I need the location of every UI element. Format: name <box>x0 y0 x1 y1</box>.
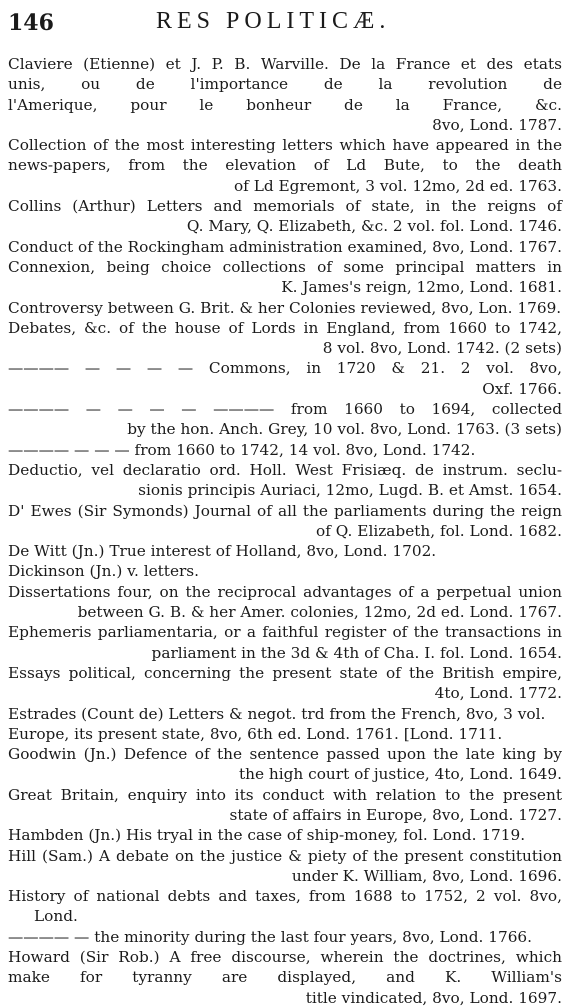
catalogue-entry <box>8 947 562 1008</box>
entry-heading-line: ———— — — — — Commons, in 1720 & 21. 2 vol. 8vo, <box>8 359 562 378</box>
catalogue-entry <box>8 501 562 542</box>
entry-heading-line: Howard (Sir Rob.) A free discourse, wherein the doctrines, which <box>8 948 562 967</box>
running-head: RES POLITICÆ. <box>156 8 391 34</box>
entry-heading-line: Essays political, concerning the present state of the British empire, <box>8 663 562 682</box>
catalogue-entry <box>8 704 562 724</box>
entry-heading-line: Collection of the most interesting letters which have appeared in the <box>8 136 562 155</box>
entry-heading-line: Connexion, being choice collections of some principal matters in <box>8 257 562 276</box>
entry-continuation-line: sionis principis Auriaci, 12mo, Lugd. B. et Amst. 1654. <box>138 481 562 500</box>
entry-continuation-line: make for tyranny are displayed, and K. William's <box>8 968 562 987</box>
entry-heading-line: Deductio, vel declaratio ord. Holl. West Frisiæq. de instrum. seclu- <box>8 460 562 479</box>
entry-continuation-line: parliament in the 3d & 4th of Cha. I. fol. Lond. 1654. <box>151 643 562 662</box>
catalogue-entry <box>8 358 562 399</box>
catalogue-entry <box>8 460 562 501</box>
catalogue-entry <box>8 622 562 663</box>
entry-continuation-line: under K. William, 8vo, Lond. 1696. <box>291 866 562 885</box>
entry-continuation-line: of Ld Egremont, 3 vol. 12mo, 2d ed. 1763. <box>233 176 562 195</box>
catalogue-entry <box>8 399 562 440</box>
entry-heading-line: ———— — the minority during the last four years, 8vo, Lond. 1766. <box>8 927 533 946</box>
entry-continuation-line: 8 vol. 8vo, Lond. 1742. (2 sets) <box>322 339 562 358</box>
catalogue-entry <box>8 744 562 785</box>
catalogue-entry <box>8 663 562 704</box>
page-number: 146 <box>8 10 54 36</box>
catalogue-entry <box>8 298 562 318</box>
catalogue-entry <box>8 135 562 196</box>
entry-heading-line: De Witt (Jn.) True interest of Holland, 8vo, Lond. 1702. <box>8 542 437 561</box>
entry-continuation-line: title vindicated, 8vo, Lond. 1697. <box>305 988 562 1007</box>
catalogue-entry <box>8 54 562 135</box>
catalogue-entry <box>8 257 562 298</box>
entry-heading-line: Europe, its present state, 8vo, 6th ed. Lond. 1761. [Lond. 1711. <box>8 724 503 743</box>
entry-heading-line: D' Ewes (Sir Symonds) Journal of all the parliaments during the reign <box>8 501 562 520</box>
page-header <box>8 4 559 40</box>
entry-continuation-line: K. James's reign, 12mo, Lond. 1681. <box>281 278 562 297</box>
catalogue-entry <box>8 561 562 581</box>
entry-heading-line: Dickinson (Jn.) v. letters. <box>8 562 200 581</box>
catalogue-entry <box>8 196 562 237</box>
catalogue-entry <box>8 541 562 561</box>
entry-heading-line: ———— — — — from 1660 to 1742, 14 vol. 8vo, Lond. 1742. <box>8 440 476 459</box>
entry-continuation-line: 4to, Lond. 1772. <box>434 684 562 703</box>
catalogue-entry <box>8 582 562 623</box>
entry-heading-line: ———— — — — — ———— from 1660 to 1694, collected <box>8 400 562 419</box>
catalogue-entries <box>8 54 562 1008</box>
catalogue-entry <box>8 846 562 887</box>
catalogue-entry <box>8 825 562 845</box>
entry-heading-line: Hambden (Jn.) His tryal in the case of ship-money, fol. Lond. 1719. <box>8 826 526 845</box>
entry-heading-line: Great Britain, enquiry into its conduct with relation to the present <box>8 785 562 804</box>
entry-heading-line: Controversy between G. Brit. & her Colonies reviewed, 8vo, Lon. 1769. <box>8 298 562 317</box>
entry-heading-line: History of national debts and taxes, from 1688 to 1752, 2 vol. 8vo, Lond. <box>8 887 562 926</box>
catalogue-entry <box>8 785 562 826</box>
entry-continuation-line: Q. Mary, Q. Elizabeth, &c. 2 vol. fol. Lond. 1746. <box>186 217 562 236</box>
entry-heading-line: Conduct of the Rockingham administration examined, 8vo, Lond. 1767. <box>8 237 562 256</box>
entry-continuation-line: l'Amerique, pour le bonheur de la France, &c. <box>8 95 562 114</box>
entry-heading-line: Debates, &c. of the house of Lords in England, from 1660 to 1742, <box>8 318 562 337</box>
entry-continuation-line: 8vo, Lond. 1787. <box>432 115 562 134</box>
entry-continuation-line: by the hon. Anch. Grey, 10 vol. 8vo, Lond. 1763. (3 sets) <box>127 420 562 439</box>
catalogue-entry <box>8 886 562 927</box>
entry-continuation-line: the high court of justice, 4to, Lond. 1649. <box>238 765 562 784</box>
entry-continuation-line: between G. B. & her Amer. colonies, 12mo, 2d ed. Lond. 1767. <box>77 603 562 622</box>
entry-continuation-line: state of affairs in Europe, 8vo, Lond. 1727. <box>229 805 562 824</box>
entry-continuation-line: Oxf. 1766. <box>482 379 562 398</box>
entry-heading-line: Goodwin (Jn.) Defence of the sentence passed upon the late king by <box>8 745 562 764</box>
entry-heading-line: Hill (Sam.) A debate on the justice & piety of the present constitution <box>8 846 562 865</box>
entry-heading-line: Claviere (Etienne) et J. P. B. Warville. De la France et des etats <box>8 55 562 73</box>
catalogue-entry <box>8 724 562 744</box>
catalogue-entry <box>8 237 562 257</box>
catalogue-entry <box>8 318 562 359</box>
entry-heading-line: Estrades (Count de) Letters & negot. trd from the French, 8vo, 3 vol. <box>8 704 546 723</box>
entry-continuation-line: news-papers, from the elevation of Ld Bute, to the death <box>8 156 562 175</box>
entry-continuation-line: of Q. Elizabeth, fol. Lond. 1682. <box>316 521 562 540</box>
entry-heading-line: Ephemeris parliamentaria, or a faithful register of the transactions in <box>8 623 562 642</box>
catalogue-entry <box>8 440 562 460</box>
entry-continuation-line: unis, ou de l'importance de la revolution de <box>8 75 562 94</box>
catalogue-entry <box>8 927 562 947</box>
entry-heading-line: Dissertations four, on the reciprocal advantages of a perpetual union <box>8 582 562 601</box>
entry-heading-line: Collins (Arthur) Letters and memorials of state, in the reigns of <box>8 197 562 216</box>
